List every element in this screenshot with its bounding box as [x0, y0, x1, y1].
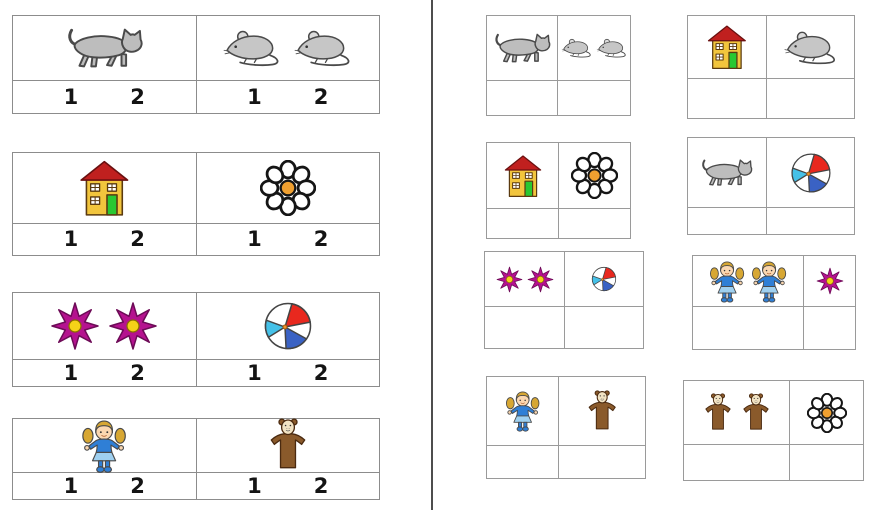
choice-2[interactable]: 2 [130, 360, 145, 385]
picture-cell [803, 256, 855, 306]
number-row [13, 80, 379, 113]
choice-1[interactable]: 1 [247, 227, 262, 251]
answer-cell[interactable] [485, 306, 564, 348]
picture-cell [558, 377, 645, 445]
cat-icon [65, 25, 144, 71]
answer-cell[interactable] [789, 444, 863, 480]
pink-flower-icon [50, 301, 100, 351]
picture-cell [558, 143, 630, 208]
answer-cell[interactable] [693, 306, 803, 349]
cat-icon [700, 157, 753, 188]
answer-cell[interactable] [688, 78, 766, 118]
picture-cell [564, 252, 643, 306]
picture-row [13, 293, 379, 359]
doll-icon [505, 388, 540, 434]
exercise-grid-2 [687, 15, 855, 119]
house-icon [503, 154, 543, 198]
mouse-icon [596, 38, 628, 58]
choice-1[interactable]: 1 [63, 473, 79, 498]
house-icon [706, 24, 748, 70]
picture-cell [688, 138, 766, 207]
exercise-grid-3 [486, 142, 631, 239]
answer-cell[interactable] [684, 444, 789, 480]
ball-icon [790, 152, 832, 194]
daisy-icon [260, 160, 316, 216]
number-choice-cell [13, 81, 196, 113]
picture-cell [196, 293, 380, 359]
picture-row [13, 16, 379, 80]
cat-icon [493, 31, 551, 65]
ball-icon [591, 266, 617, 292]
number-choice-cell [13, 360, 196, 386]
picture-cell [766, 16, 854, 78]
monkey-icon [702, 393, 734, 433]
pink-flower-icon [816, 267, 844, 295]
exercise-grid-7 [486, 376, 646, 479]
exercise-grid-6 [692, 255, 856, 350]
answer-cell[interactable] [766, 207, 854, 234]
daisy-icon [807, 393, 847, 433]
number-choice-cell [196, 224, 380, 255]
choice-1[interactable]: 1 [63, 84, 79, 109]
answer-cell[interactable] [487, 80, 557, 115]
picture-cell [557, 16, 630, 80]
picture-row [13, 419, 379, 472]
number-choice-cell [13, 473, 196, 499]
answer-cell[interactable] [487, 445, 558, 478]
doll-icon [81, 416, 127, 476]
number-row [13, 223, 379, 255]
house-icon [78, 159, 131, 217]
picture-cell [196, 16, 380, 80]
exercise-grid-5 [484, 251, 644, 349]
choice-2[interactable]: 2 [130, 84, 145, 109]
answer-cell[interactable] [558, 445, 645, 478]
choice-2[interactable]: 2 [313, 227, 329, 251]
choice-2[interactable]: 2 [313, 360, 329, 385]
choice-1[interactable]: 1 [63, 360, 79, 385]
picture-cell [196, 153, 380, 223]
mouse-icon [783, 30, 839, 65]
answer-cell[interactable] [558, 208, 630, 238]
pink-flower-icon [108, 301, 158, 351]
picture-cell [688, 16, 766, 78]
page-divider [431, 0, 433, 510]
pink-flower-icon [527, 266, 554, 293]
monkey-icon [266, 418, 310, 473]
picture-cell [684, 381, 789, 444]
picture-cell [487, 16, 557, 80]
matching-table-3 [12, 292, 380, 387]
picture-cell [196, 419, 380, 472]
mouse-icon [561, 38, 593, 58]
daisy-icon [571, 152, 618, 199]
answer-cell[interactable] [557, 80, 630, 115]
answer-cell[interactable] [487, 208, 558, 238]
picture-cell [13, 153, 196, 223]
monkey-icon [740, 393, 772, 433]
number-choice-cell [196, 81, 380, 113]
answer-cell[interactable] [688, 207, 766, 234]
picture-cell [13, 419, 196, 472]
choice-1[interactable]: 1 [247, 360, 262, 385]
picture-cell [693, 256, 803, 306]
choice-1[interactable]: 1 [247, 473, 262, 498]
picture-row [13, 153, 379, 223]
ball-icon [263, 301, 313, 351]
number-row [13, 359, 379, 386]
picture-cell [13, 16, 196, 80]
picture-cell [789, 381, 863, 444]
number-choice-cell [13, 224, 196, 255]
picture-cell [13, 293, 196, 359]
choice-1[interactable]: 1 [247, 84, 262, 109]
answer-cell[interactable] [564, 306, 643, 348]
number-choice-cell [196, 473, 380, 499]
number-choice-cell [196, 360, 380, 386]
picture-cell [487, 377, 558, 445]
choice-2[interactable]: 2 [130, 227, 145, 251]
exercise-grid-8 [683, 380, 864, 481]
picture-cell [766, 138, 854, 207]
matching-table-1 [12, 15, 380, 114]
exercise-grid-1 [486, 15, 631, 116]
picture-cell [485, 252, 564, 306]
matching-table-4 [12, 418, 380, 500]
choice-1[interactable]: 1 [63, 227, 79, 251]
exercise-grid-4 [687, 137, 855, 235]
doll-icon [709, 258, 745, 305]
mouse-icon [293, 29, 354, 67]
pink-flower-icon [496, 266, 523, 293]
choice-2[interactable]: 2 [313, 473, 329, 498]
answer-cell[interactable] [766, 78, 854, 118]
choice-2[interactable]: 2 [313, 84, 329, 109]
answer-cell[interactable] [803, 306, 855, 349]
doll-icon [751, 258, 787, 305]
choice-2[interactable]: 2 [130, 473, 145, 498]
mouse-icon [222, 29, 283, 67]
number-row [13, 472, 379, 499]
picture-cell [487, 143, 558, 208]
monkey-icon [585, 390, 619, 433]
matching-table-2 [12, 152, 380, 256]
